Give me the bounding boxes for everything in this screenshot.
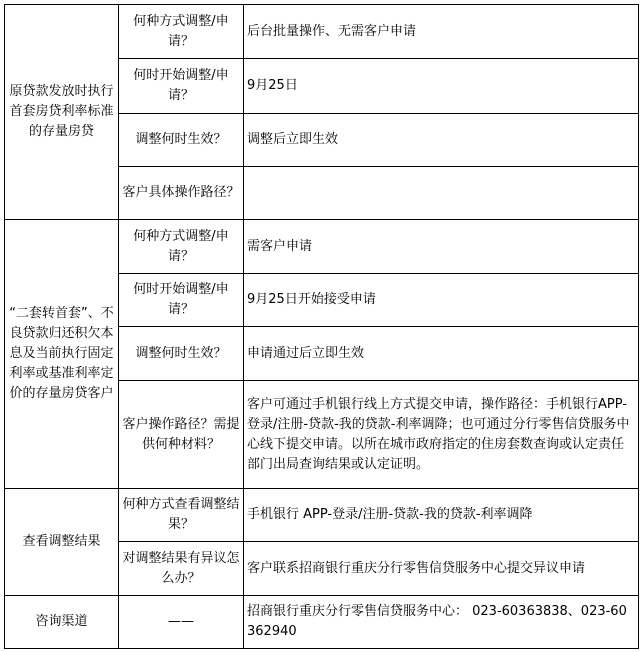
answer-cell: 客户联系招商银行重庆分行零售信贷服务中心提交异议申请 (244, 542, 639, 596)
question-cell: 何种方式查看调整结果？ (119, 489, 244, 542)
answer-cell: 客户可通过手机银行线上方式提交申请，操作路径：手机银行APP-登录/注册-贷款-我的贷款-利率调降；也可通过分行零售信贷服务中心线下提交申请。以所在城市政府指定的住房套数查询或认定责任部门出局查询结果或认定证明。 (244, 381, 639, 489)
answer-cell: 需客户申请 (244, 220, 639, 274)
category-cell: 咨询渠道 (5, 596, 119, 649)
category-cell: 查看调整结果 (5, 489, 119, 596)
question-cell: 客户操作路径？需提供何种材料？ (119, 381, 244, 489)
table-row (5, 220, 639, 274)
answer-cell: 9月25日开始接受申请 (244, 274, 639, 327)
question-cell: 对调整结果有异议怎么办？ (119, 542, 244, 596)
answer-cell: 9月25日 (244, 59, 639, 114)
answer-cell: 后台批量操作、无需客户申请 (244, 5, 639, 59)
question-cell: 客户具体操作路径？ (119, 167, 244, 220)
answer-cell: 申请通过后立即生效 (244, 327, 639, 381)
question-cell: 何种方式调整/申请？ (119, 5, 244, 59)
category-cell: “二套转首套”、不良贷款归还积欠本息及当前执行固定利率或基准利率定价的存量房贷客户 (5, 220, 119, 489)
category-cell: 原贷款发放时执行首套房贷利率标准的存量房贷 (5, 5, 119, 220)
question-cell: 何种方式调整/申请？ (119, 220, 244, 274)
info-table (4, 4, 639, 649)
answer-cell: 调整后立即生效 (244, 114, 639, 167)
question-cell: 何时开始调整/申请？ (119, 274, 244, 327)
answer-cell (244, 167, 639, 220)
question-cell: —— (119, 596, 244, 649)
answer-cell: 手机银行 APP-登录/注册-贷款-我的贷款-利率调降 (244, 489, 639, 542)
table-row (5, 596, 639, 649)
answer-cell: 招商银行重庆分行零售信贷服务中心： 023-60363838、023-60362940 (244, 596, 639, 649)
question-cell: 调整何时生效？ (119, 327, 244, 381)
table-row (5, 489, 639, 542)
question-cell: 调整何时生效？ (119, 114, 244, 167)
question-cell: 何时开始调整/申请？ (119, 59, 244, 114)
table-row (5, 5, 639, 59)
